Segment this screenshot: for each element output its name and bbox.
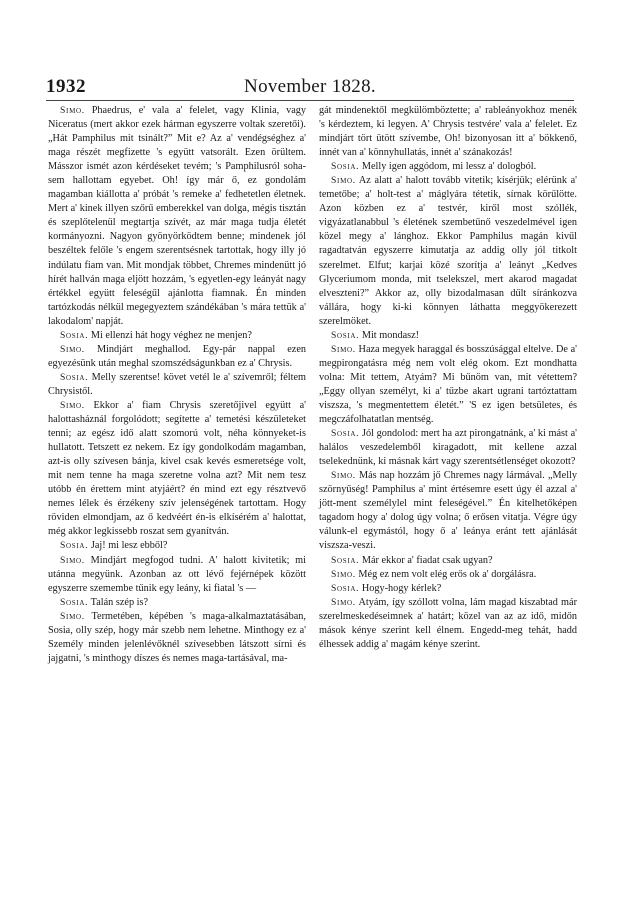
dialogue-text: Jól gondolod: mert ha azt pirongatnánk, a' ki mást a' halálos veszedelemből kiragadott, mit kellene azzal tselekednünk, ki másnak kárt vagy szerentsétlenséget okozott? bbox=[319, 428, 577, 468]
dialogue-text: Az alatt a' halott tovább vitetik; kísérjük; elérünk a' temetőbe; a' holt-test a' máglyára tétetik, sírnak körűlötte. Azon közben ez a' testvér, kiről most szóllék, vigyázatlanabbul 's életének szembetűnő veszedelmével igen közel megy a' lánghoz. Ekkor Pamphilus magán kivűl ragadtatván egyszerre kimutatja az addig olly jól titkolt szerelmet. Elfut; karjai közé szorítja a' leányt „Kedves Glyceriumom monda, mit tselekszel, mert akarod magadat elveszteni?” Akkor az, olly bizodalmasan dűlt síránkozva vállára, hogy ki-ki könnyen láthatta meggyökerezett szerelmöket. bbox=[319, 175, 577, 327]
dialogue-text: Más nap hozzám jő Chremes nagy lármával. „Melly szörnyűség! Pamphilus a' mint értésemre esett úgy él azzal a' jött-ment személylel mint feleségével.” Én kitelhetőképen tagadom hogy a' dolog úgy volna; ő erősen vitatja. Végre úgy válunk-el egymástól, hogy ő a' leánya eránt tett ajánlását viszsza-veszi. bbox=[319, 470, 578, 552]
speaker-name: Sosia. bbox=[60, 329, 89, 341]
dialogue-paragraph bbox=[319, 596, 577, 652]
speaker-name: Simo. bbox=[331, 568, 356, 580]
right-column bbox=[319, 104, 577, 652]
dialogue-paragraph bbox=[319, 554, 577, 568]
dialogue-paragraph bbox=[48, 554, 306, 596]
page-header bbox=[46, 76, 574, 98]
dialogue-paragraph bbox=[319, 160, 577, 174]
dialogue-paragraph bbox=[319, 329, 577, 343]
speaker-name: Sosia. bbox=[331, 582, 360, 594]
dialogue-text: Melly szerentse! követ vetél le a' szívemről; féltem Chrysistől. bbox=[48, 371, 306, 397]
speaker-name: Sosia. bbox=[60, 371, 89, 383]
dialogue-text: Talán szép is? bbox=[90, 596, 149, 608]
dialogue-paragraph bbox=[319, 568, 577, 582]
dialogue-text: Jaj! mi lesz ebből? bbox=[90, 540, 168, 552]
dialogue-paragraph bbox=[48, 329, 306, 343]
dialogue-paragraph bbox=[48, 104, 306, 329]
dialogue-text: Hogy-hogy kérlek? bbox=[361, 582, 442, 594]
dialogue-paragraph bbox=[319, 582, 577, 596]
speaker-name: Sosia. bbox=[60, 596, 89, 608]
speaker-name: Sosia. bbox=[60, 540, 89, 552]
speaker-name: Simo. bbox=[60, 105, 85, 116]
speaker-name: Sosia. bbox=[331, 554, 360, 566]
dialogue-paragraph bbox=[319, 343, 577, 427]
speaker-name: Simo. bbox=[60, 610, 85, 622]
dialogue-text: Már ekkor a' fiadat csak ugyan? bbox=[361, 554, 493, 566]
dialogue-text: Még ez nem volt elég erős ok a' dorgálásra. bbox=[358, 568, 537, 580]
speaker-name: Simo. bbox=[60, 399, 85, 411]
speaker-name: Simo. bbox=[331, 596, 356, 608]
dialogue-text: Phaedrus, e' vala a' felelet, vagy Klinia, vagy Niceratus (mert akkor ezek hárman egyszerre voltak szeretői). „Hát Pamphilus mit tsinált?” Mit e? Az a' vendégséghez a' maga részét megfizette 's együtt vatsorált. Ezen örültem. Másszor ismét azon kérdéseket tevém; 's Pamphilusról soha-sem hallottam egyebet. Oh! így már ő, ez gondolám magamban kiállotta a' próbát 's remeke a' fedhetetlen életnek. Mert a' kinek illyen szőrű emberekkel van dolga, mégis tisztán és szeplőtelenül megtartja szívét, az már maga tudja életét kormányozni. Nagyon gyönyörködtem benne; mindenek jól beszéltek felőle 's engem szerentsésnek tartottak, hogy illy jó indúlatu fiam van. Mit mondjak többet, Chremes mindenütt jó hírét hallván maga eljött hozzám, 's egyetlen-egy leányát nagy értékkel együtt feleségűl ajánlotta fiamnak. Én minden tartózkodás nélkül megegyeztem szándékában 's mára tettük a' lakodalom' napját. bbox=[48, 105, 307, 327]
dialogue-text: Mi ellenzi hát hogy véghez ne menjen? bbox=[90, 329, 252, 341]
speaker-name: Sosia. bbox=[331, 161, 360, 173]
dialogue-text: Mindjárt megfogod tudni. A' halott kivitetik; mi utánna megyünk. Azonban az ott lévő fejérnépek között egyszerre szemembe tűnik egy leány, ki fiatal 's — bbox=[48, 554, 307, 594]
dialogue-paragraph bbox=[48, 539, 306, 553]
dialogue-text: Termetében, képében 's maga-alkalmaztatásában, Sosia, olly szép, hogy már szebb nem lehetne. Minthogy ez a' Személy minden jelenlévőknél szívesebben látszott sírni és jajgatni, 's minthogy díszes és nemes maga-tartásával, ma- bbox=[48, 610, 306, 664]
dialogue-text: Melly igen aggódom, mi lessz a' dologból. bbox=[361, 161, 537, 173]
speaker-name: Simo. bbox=[60, 554, 85, 566]
dialogue-text: Ekkor a' fiam Chrysis szeretőjivel együtt a' halottasháznál forgolódott; segítette a' temetési készületeket tenni; az egész idő alatt szomorú volt, néha könnyeket-is hullatott. Tetszett ez nekem. Ez így gondolkodám magamban, azt-is olly szívesen bánja, kivel csak kevés esmeretsége volt, mit nem tenne ha maga szeretne volna azt? Mit nem tesz utóbb én érettem mint atyjáért? én mind ezt egy résztvevő nemes lélek és érzékeny szív jelenségének tartottam. Hogy röviden elmondjam, az ő kedvéért én-is elkísérém a' halottat, még akkor legkissebb roszat sem gyanítván. bbox=[48, 399, 307, 538]
dialogue-paragraph bbox=[48, 399, 306, 539]
dialogue-paragraph bbox=[319, 174, 577, 329]
running-head: November 1828. bbox=[244, 76, 376, 97]
dialogue-paragraph bbox=[319, 427, 577, 469]
speaker-name: Sosia. bbox=[331, 428, 360, 440]
speaker-name: Simo. bbox=[331, 175, 356, 187]
dialogue-paragraph bbox=[48, 371, 306, 399]
dialogue-paragraph bbox=[48, 343, 306, 371]
dialogue-paragraph bbox=[48, 596, 306, 610]
speaker-name: Simo. bbox=[331, 470, 356, 482]
dialogue-paragraph bbox=[48, 610, 306, 666]
speaker-name: Simo. bbox=[60, 343, 85, 355]
dialogue-text: Atyám, így szóllott volna, lám magad kiszabtad már szerelmeskedéseimnek a' határt; közel van az az idő, midőn mások kénye szerint kell élnem. Engedd-meg tehát, hadd élhessek addig a' magám kénye szerint. bbox=[319, 596, 577, 650]
speaker-name: Sosia. bbox=[331, 329, 360, 341]
dialogue-text: gát mindenektől megkülömböztette; a' rableányokhoz menék 's kérdeztem, ki legyen. A' Chrysis testvére' vala a' felelet. Ez mindjárt tört ütött szívembe, Oh! bizonyosan itt a' bökkenő, innét van a' könnyhullatás, innét a' szánakozás! bbox=[319, 105, 577, 159]
dialogue-text: Mit mondasz! bbox=[361, 329, 420, 341]
left-column bbox=[48, 104, 306, 666]
dialogue-text: Mindjárt meghallod. Egy-pár nappal ezen egyezésünk után meghal szomszédságunkban ez a' Chrysis. bbox=[48, 343, 307, 369]
speaker-name: Simo. bbox=[331, 343, 356, 355]
dialogue-paragraph bbox=[319, 104, 577, 160]
dialogue-paragraph bbox=[319, 469, 577, 553]
page-number: 1932 bbox=[46, 76, 86, 97]
dialogue-text: Haza megyek haraggal és bosszúsággal eltelve. De a' megpirongatásra még nem volt elég okom. Ezt mondhatta volna: Mit tettem, Atyám? Mi bűnöm van, mit vétettem? „Eggy ollyan személyt, ki a' tűzbe akart ugrani tartóztattam viszsza, 's megmentettem életét.” 'S ez igen betsületes, és megczáfolhatatlan mentség. bbox=[319, 343, 577, 426]
header-rule bbox=[46, 100, 574, 101]
